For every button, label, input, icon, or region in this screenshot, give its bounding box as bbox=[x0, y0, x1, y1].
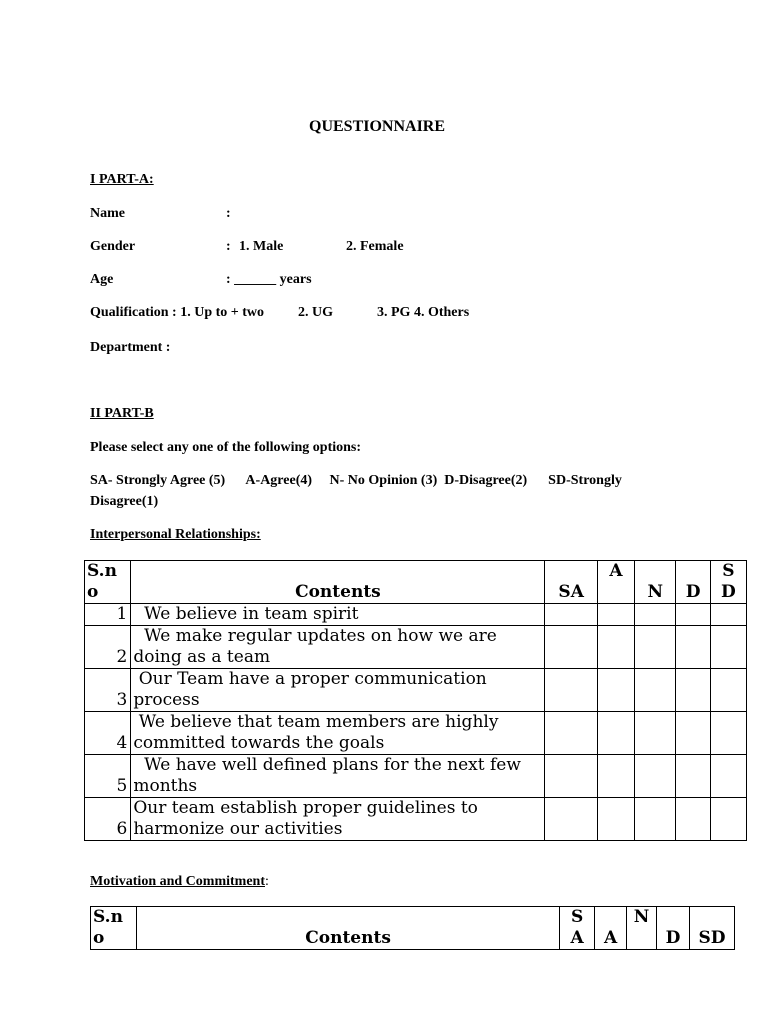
qualification-option-ug: 2. UG bbox=[298, 305, 333, 320]
header-sd: S D bbox=[710, 561, 746, 604]
cell-sa[interactable] bbox=[545, 669, 597, 712]
cell-a[interactable] bbox=[597, 755, 634, 798]
row-statement: We believe in team spirit bbox=[131, 604, 545, 626]
cell-n[interactable] bbox=[635, 626, 676, 669]
header-n: N bbox=[635, 561, 676, 604]
header-d: D bbox=[657, 907, 690, 950]
section-motivation-heading-wrap bbox=[90, 874, 269, 890]
header-sa: SA bbox=[545, 561, 597, 604]
header-sd: SD bbox=[689, 907, 734, 950]
table-row bbox=[85, 755, 747, 798]
motivation-table bbox=[90, 906, 735, 950]
cell-sa[interactable] bbox=[545, 798, 597, 841]
gender-option-male: 1. Male bbox=[239, 239, 284, 254]
header-n: N bbox=[627, 907, 657, 950]
page-title: QUESTIONNAIRE bbox=[309, 118, 446, 135]
cell-sa[interactable] bbox=[545, 626, 597, 669]
row-number: 5 bbox=[85, 755, 131, 798]
cell-d[interactable] bbox=[676, 604, 710, 626]
row-statement: We believe that team members are highly committed towards the goals bbox=[131, 712, 545, 755]
row-statement: Our Team have a proper communication process bbox=[131, 669, 545, 712]
cell-d[interactable] bbox=[676, 669, 710, 712]
cell-a[interactable] bbox=[597, 669, 634, 712]
gender-label: Gender bbox=[90, 239, 136, 254]
cell-sa[interactable] bbox=[545, 604, 597, 626]
cell-sd[interactable] bbox=[710, 626, 746, 669]
table-row bbox=[85, 604, 747, 626]
cell-sa[interactable] bbox=[545, 755, 597, 798]
header-contents: Contents bbox=[136, 907, 559, 950]
name-label: Name bbox=[90, 206, 125, 221]
cell-sd[interactable] bbox=[710, 755, 746, 798]
cell-n[interactable] bbox=[635, 669, 676, 712]
header-sno: S.n o bbox=[85, 561, 131, 604]
table-row bbox=[85, 712, 747, 755]
table-header-row bbox=[85, 561, 747, 604]
header-contents: Contents bbox=[131, 561, 545, 604]
table-row bbox=[85, 798, 747, 841]
row-statement: Our team establish proper guidelines to harmonize our activities bbox=[131, 798, 545, 841]
cell-d[interactable] bbox=[676, 798, 710, 841]
row-statement: We make regular updates on how we are doing as a team bbox=[131, 626, 545, 669]
qualification-line: Qualification : 1. Up to + two bbox=[90, 305, 265, 320]
options-legend-line2: Disagree(1) bbox=[90, 494, 159, 509]
cell-sa[interactable] bbox=[545, 712, 597, 755]
gender-option-female: 2. Female bbox=[346, 239, 404, 254]
cell-sd[interactable] bbox=[710, 712, 746, 755]
cell-d[interactable] bbox=[676, 755, 710, 798]
cell-d[interactable] bbox=[676, 712, 710, 755]
header-sno: S.n o bbox=[91, 907, 137, 950]
qualification-option-pg-others: 3. PG 4. Others bbox=[377, 305, 470, 320]
cell-n[interactable] bbox=[635, 712, 676, 755]
age-label: Age bbox=[90, 272, 114, 287]
cell-a[interactable] bbox=[597, 798, 634, 841]
row-number: 1 bbox=[85, 604, 131, 626]
part-a-heading: I PART-A: bbox=[90, 172, 154, 187]
header-a: A bbox=[595, 907, 627, 950]
table-row bbox=[85, 626, 747, 669]
cell-sd[interactable] bbox=[710, 669, 746, 712]
cell-a[interactable] bbox=[597, 604, 634, 626]
section-motivation-heading: Motivation and Commitment bbox=[90, 874, 265, 889]
table-header-row bbox=[91, 907, 735, 950]
department-line: Department : bbox=[90, 340, 171, 355]
instruction-text: Please select any one of the following options: bbox=[90, 440, 362, 455]
section-motivation-colon: : bbox=[265, 874, 269, 889]
table-row bbox=[85, 669, 747, 712]
options-legend-line1: SA- Strongly Agree (5) A-Agree(4) N- No Opinion (3) D-Disagree(2) SD-Strongly bbox=[90, 473, 622, 488]
cell-n[interactable] bbox=[635, 604, 676, 626]
part-b-heading: II PART-B bbox=[90, 406, 154, 421]
header-sa: S A bbox=[560, 907, 595, 950]
gender-colon: : bbox=[226, 239, 231, 254]
cell-a[interactable] bbox=[597, 626, 634, 669]
cell-sd[interactable] bbox=[710, 604, 746, 626]
header-d: D bbox=[676, 561, 710, 604]
cell-a[interactable] bbox=[597, 712, 634, 755]
age-field: : ______ years bbox=[226, 272, 312, 287]
interpersonal-table bbox=[84, 560, 747, 841]
cell-d[interactable] bbox=[676, 626, 710, 669]
cell-n[interactable] bbox=[635, 755, 676, 798]
row-statement: We have well defined plans for the next few months bbox=[131, 755, 545, 798]
row-number: 6 bbox=[85, 798, 131, 841]
section-interpersonal-heading: Interpersonal Relationships: bbox=[90, 527, 261, 542]
row-number: 3 bbox=[85, 669, 131, 712]
row-number: 2 bbox=[85, 626, 131, 669]
row-number: 4 bbox=[85, 712, 131, 755]
header-a: A bbox=[597, 561, 634, 604]
cell-sd[interactable] bbox=[710, 798, 746, 841]
name-colon: : bbox=[226, 206, 231, 221]
cell-n[interactable] bbox=[635, 798, 676, 841]
